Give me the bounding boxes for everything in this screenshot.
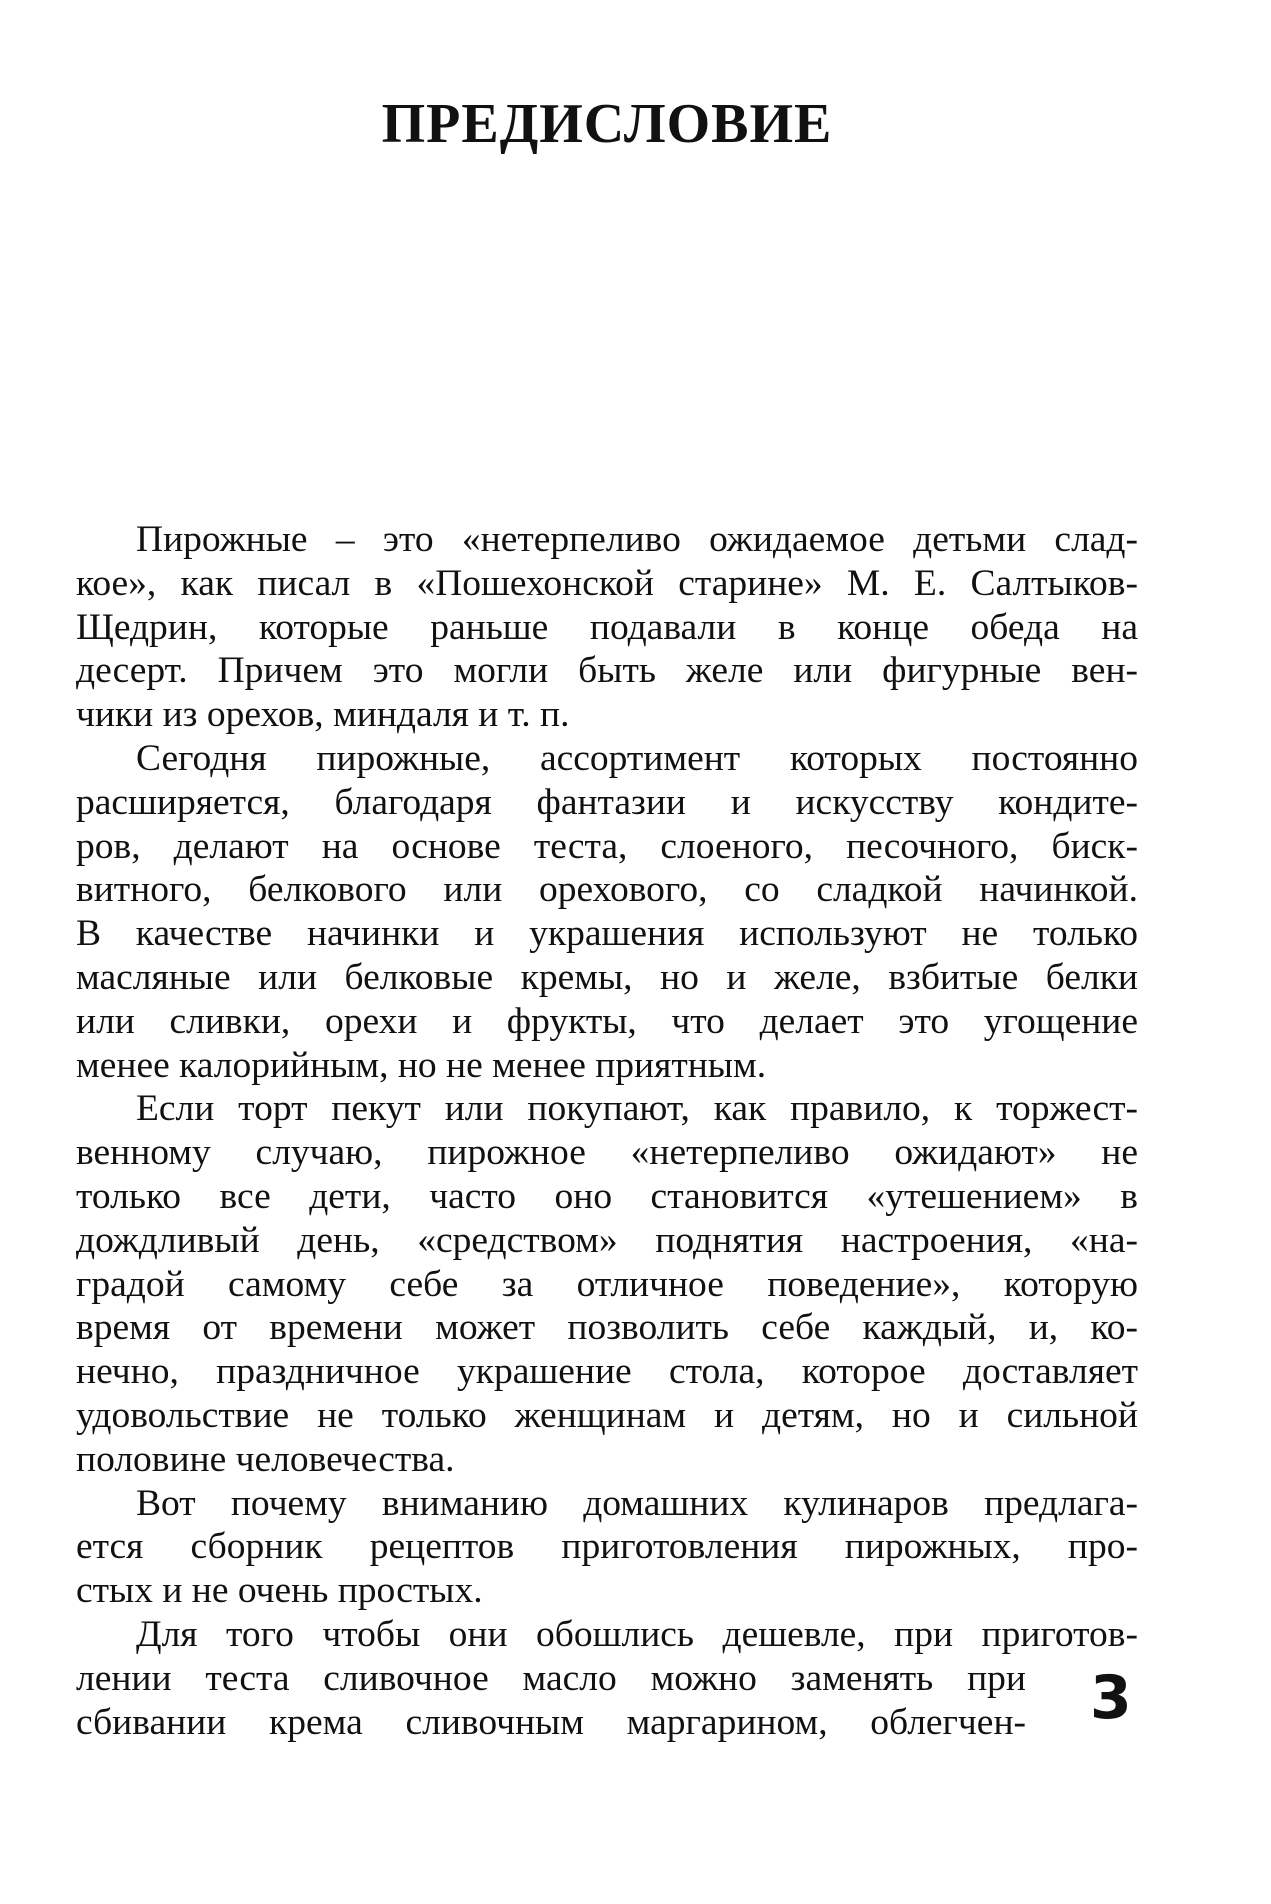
- text-line: Вот почему вниманию домашних кулинаров предлага-: [136, 1482, 1138, 1524]
- text-line: Для того чтобы они обошлись дешевле, при приготов-: [136, 1613, 1138, 1655]
- text-line: Если торт пекут или покупают, как правило, к торжест-: [136, 1088, 1138, 1130]
- text-line: удовольствие не только женщинам и детям, но и сильной: [76, 1394, 1138, 1436]
- text-line: лении теста сливочное масло можно заменять при: [76, 1657, 1026, 1699]
- text-line: только все дети, часто оно становится «утешением» в: [76, 1175, 1138, 1217]
- text-line: стых и не очень простых.: [76, 1570, 483, 1612]
- text-line: масляные или белковые кремы, но и желе, взбитые белки: [76, 956, 1138, 998]
- text-line: В качестве начинки и украшения используют не только: [76, 913, 1138, 955]
- text-line: чики из орехов, миндаля и т. п.: [76, 694, 570, 736]
- text-line: расширяется, благодаря фантазии и искусству кондите-: [76, 781, 1138, 823]
- paragraph: [76, 518, 1138, 737]
- text-line: сбивании крема сливочным маргарином, облегчен-: [76, 1701, 1026, 1743]
- paragraph: [76, 1087, 1138, 1481]
- text-line: ров, делают на основе теста, слоеного, песочного, биск-: [76, 825, 1138, 867]
- text-line: ется сборник рецептов приготовления пирожных, про-: [76, 1526, 1138, 1568]
- paragraph: [76, 1613, 1138, 1744]
- text-line: витного, белкового или орехового, со сладкой начинкой.: [76, 869, 1138, 911]
- body-text: [76, 518, 1138, 1744]
- text-line: менее калорийным, но не менее приятным.: [76, 1044, 767, 1086]
- text-line: дождливый день, «средством» поднятия настроения, «на-: [76, 1219, 1138, 1261]
- paragraph: [76, 1482, 1138, 1613]
- page-number: 3: [1090, 1663, 1132, 1733]
- page-title: ПРЕДИСЛОВИЕ: [381, 93, 833, 155]
- text-line: половине человечества.: [76, 1438, 455, 1480]
- text-line: или сливки, орехи и фрукты, что делает это угощение: [76, 1000, 1138, 1042]
- text-line: десерт. Причем это могли быть желе или фигурные вен-: [76, 650, 1138, 692]
- text-line: Пирожные – это «нетерпеливо ожидаемое детьми слад-: [136, 519, 1138, 560]
- paragraph: [76, 737, 1138, 1087]
- text-line: нечно, праздничное украшение стола, которое доставляет: [76, 1351, 1138, 1393]
- text-line: время от времени может позволить себе каждый, и, ко-: [76, 1307, 1138, 1349]
- text-line: Щедрин, которые раньше подавали в конце обеда на: [76, 606, 1138, 648]
- text-line: градой самому себе за отличное поведение», которую: [76, 1263, 1138, 1305]
- text-line: венному случаю, пирожное «нетерпеливо ожидают» не: [76, 1132, 1138, 1174]
- text-line: кое», как писал в «Пошехонской старине» М. Е. Салтыков-: [76, 562, 1138, 604]
- text-line: Сегодня пирожные, ассортимент которых постоянно: [136, 737, 1138, 779]
